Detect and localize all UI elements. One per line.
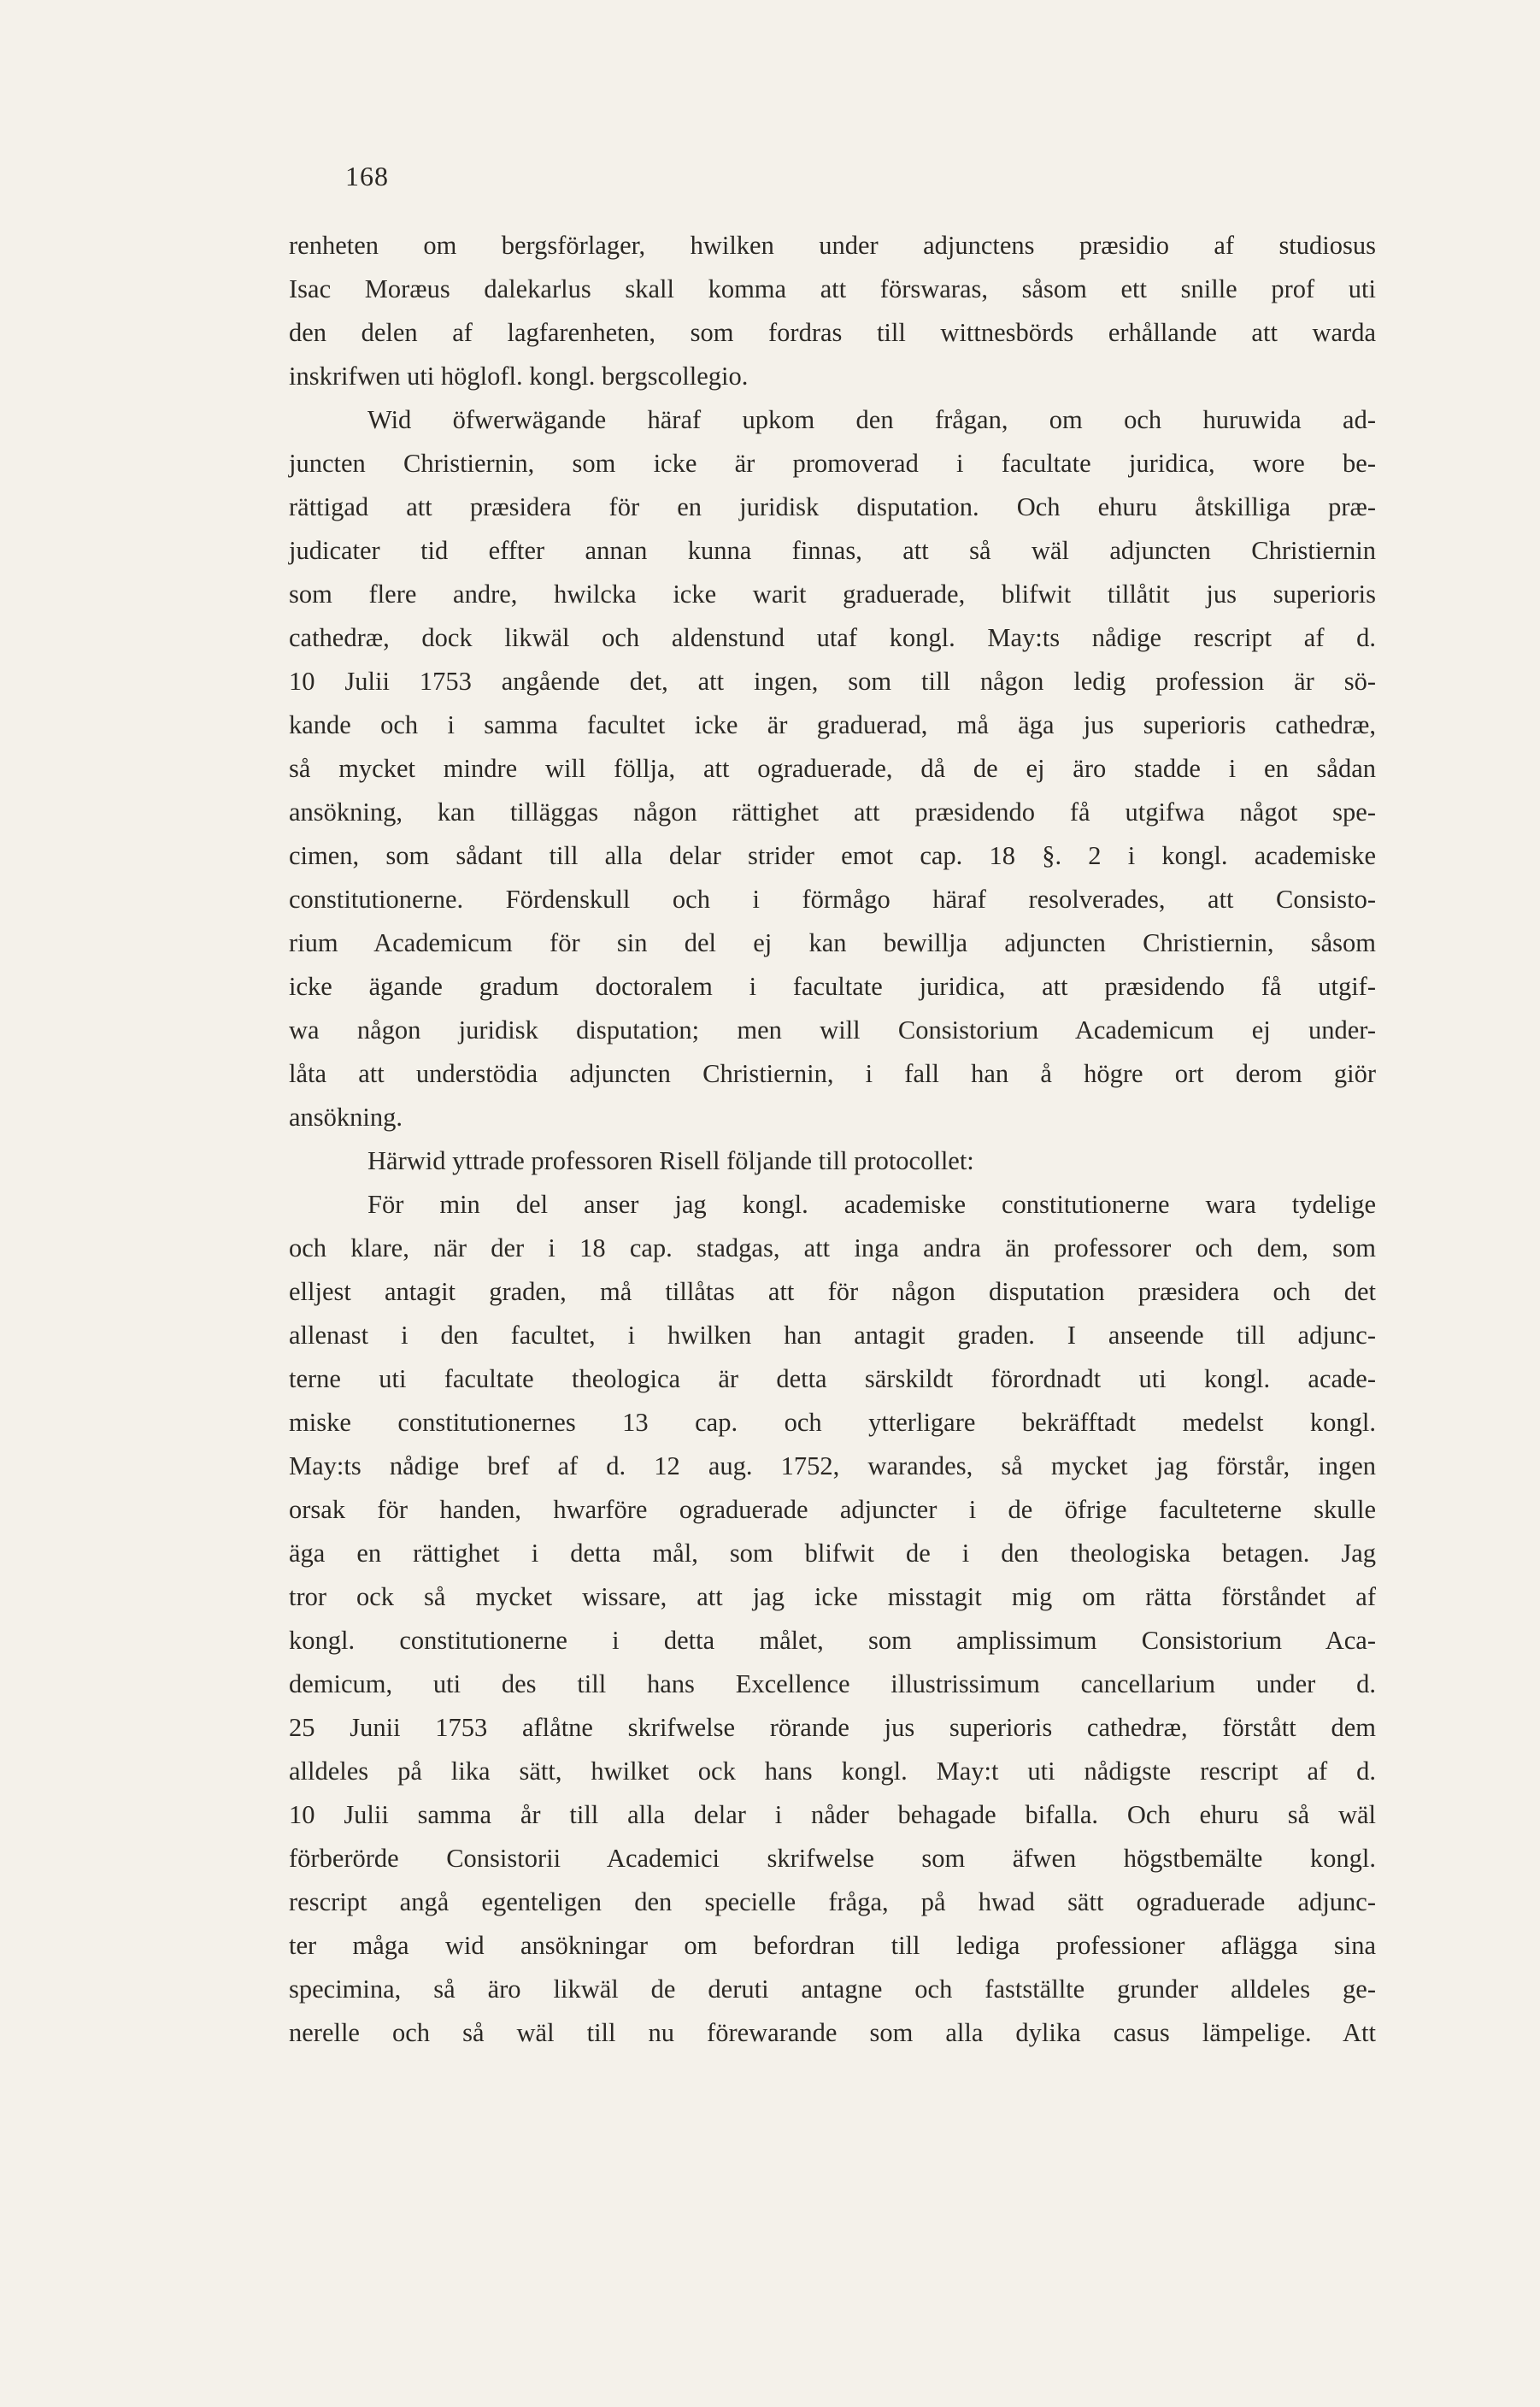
text-line: elljest antagit graden, må tillåtas att för någon disputation præsidera och det xyxy=(289,1277,1376,1306)
text-line: constitutionerne. Fördenskull och i förmågo häraf resolverades, att Consisto- xyxy=(289,885,1376,914)
text-line: juncten Christiernin, som icke är promoverad i facultate juridica, wore be- xyxy=(289,449,1376,478)
text-line: så mycket mindre will föllja, att ograduerade, då de ej äro stadde i en sådan xyxy=(289,754,1376,783)
text-line: miske constitutionernes 13 cap. och ytterligare bekräfftadt medelst kongl. xyxy=(289,1408,1376,1437)
text-line: kongl. constitutionerne i detta målet, som amplissimum Consistorium Aca- xyxy=(289,1626,1376,1655)
text-line: och klare, när der i 18 cap. stadgas, att inga andra än professorer och dem, som xyxy=(289,1233,1376,1262)
text-line: cathedræ, dock likwäl och aldenstund utaf kongl. May:ts nådige rescript af d. xyxy=(289,623,1376,652)
text-line: May:ts nådige bref af d. 12 aug. 1752, warandes, så mycket jag förstår, ingen xyxy=(289,1451,1376,1480)
text-line: terne uti facultate theologica är detta särskildt förordnadt uti kongl. acade- xyxy=(289,1364,1376,1393)
text-line: förberörde Consistorii Academici skrifwelse som äfwen högstbemälte kongl. xyxy=(289,1844,1376,1873)
text-line: För min del anser jag kongl. academiske constitutionerne wara tydelige xyxy=(367,1190,1376,1219)
text-line: ansökning, kan tilläggas någon rättighet att præsidendo få utgifwa något spe- xyxy=(289,797,1376,827)
text-line: rättigad att præsidera för en juridisk disputation. Och ehuru åtskilliga præ- xyxy=(289,492,1376,521)
text-line: cimen, som sådant till alla delar strider emot cap. 18 §. 2 i kongl. academiske xyxy=(289,841,1376,870)
text-line: demicum, uti des till hans Excellence illustrissimum cancellarium under d. xyxy=(289,1669,1376,1698)
text-line: Wid öfwerwägande häraf upkom den frågan, om och huruwida ad- xyxy=(367,405,1376,434)
text-line: 25 Junii 1753 aflåtne skrifwelse rörande jus superioris cathedræ, förstått dem xyxy=(289,1713,1376,1742)
text-line: tror ock så mycket wissare, att jag icke misstagit mig om rätta förståndet af xyxy=(289,1582,1376,1611)
text-line: alldeles på lika sätt, hwilket ock hans kongl. May:t uti nådigste rescript af d. xyxy=(289,1757,1376,1786)
body-text xyxy=(289,224,1376,2055)
text-line: allenast i den facultet, i hwilken han antagit graden. I anseende till adjunc- xyxy=(289,1321,1376,1350)
text-line: specimina, så äro likwäl de deruti antagne och fastställte grunder alldeles ge- xyxy=(289,1974,1376,2004)
text-line: kande och i samma facultet icke är graduerad, må äga jus superioris cathedræ, xyxy=(289,710,1376,739)
text-line: inskrifwen uti höglofl. kongl. bergscollegio. xyxy=(289,362,749,391)
text-line: icke ägande gradum doctoralem i facultate juridica, att præsidendo få utgif- xyxy=(289,972,1376,1001)
text-line: låta att understödia adjuncten Christiernin, i fall han å högre ort derom giör xyxy=(289,1059,1376,1088)
page-number: 168 xyxy=(345,161,389,191)
text-line: ansökning. xyxy=(289,1103,403,1132)
text-line: nerelle och så wäl till nu förewarande som alla dylika casus lämpelige. Att xyxy=(289,2018,1376,2047)
text-line: äga en rättighet i detta mål, som blifwit de i den theologiska betagen. Jag xyxy=(289,1539,1376,1568)
text-line: wa någon juridisk disputation; men will Consistorium Academicum ej under- xyxy=(289,1015,1376,1045)
text-line: ter måga wid ansökningar om befordran till lediga professioner aflägga sina xyxy=(289,1931,1376,1960)
text-line: orsak för handen, hwarföre ograduerade adjuncter i de öfrige faculteterne skulle xyxy=(289,1495,1376,1524)
text-line: 10 Julii samma år till alla delar i nåder behagade bifalla. Och ehuru så wäl xyxy=(289,1800,1376,1829)
text-line: den delen af lagfarenheten, som fordras till wittnesbörds erhållande att warda xyxy=(289,318,1376,347)
text-line: som flere andre, hwilcka icke warit graduerade, blifwit tillåtit jus superioris xyxy=(289,580,1376,609)
text-line: judicater tid effter annan kunna finnas, att så wäl adjuncten Christiernin xyxy=(289,536,1376,565)
text-line: renheten om bergsförlager, hwilken under adjunctens præsidio af studiosus xyxy=(289,231,1376,260)
text-line: Härwid yttrade professoren Risell följande till protocollet: xyxy=(367,1146,974,1175)
text-line: rium Academicum för sin del ej kan bewillja adjuncten Christiernin, såsom xyxy=(289,928,1376,957)
text-line: 10 Julii 1753 angående det, att ingen, som till någon ledig profession är sö- xyxy=(289,667,1376,696)
text-line: Isac Moræus dalekarlus skall komma att förswaras, såsom ett snille prof uti xyxy=(289,274,1376,303)
text-line: rescript angå egenteligen den specielle fråga, på hwad sätt ograduerade adjunc- xyxy=(289,1887,1376,1916)
